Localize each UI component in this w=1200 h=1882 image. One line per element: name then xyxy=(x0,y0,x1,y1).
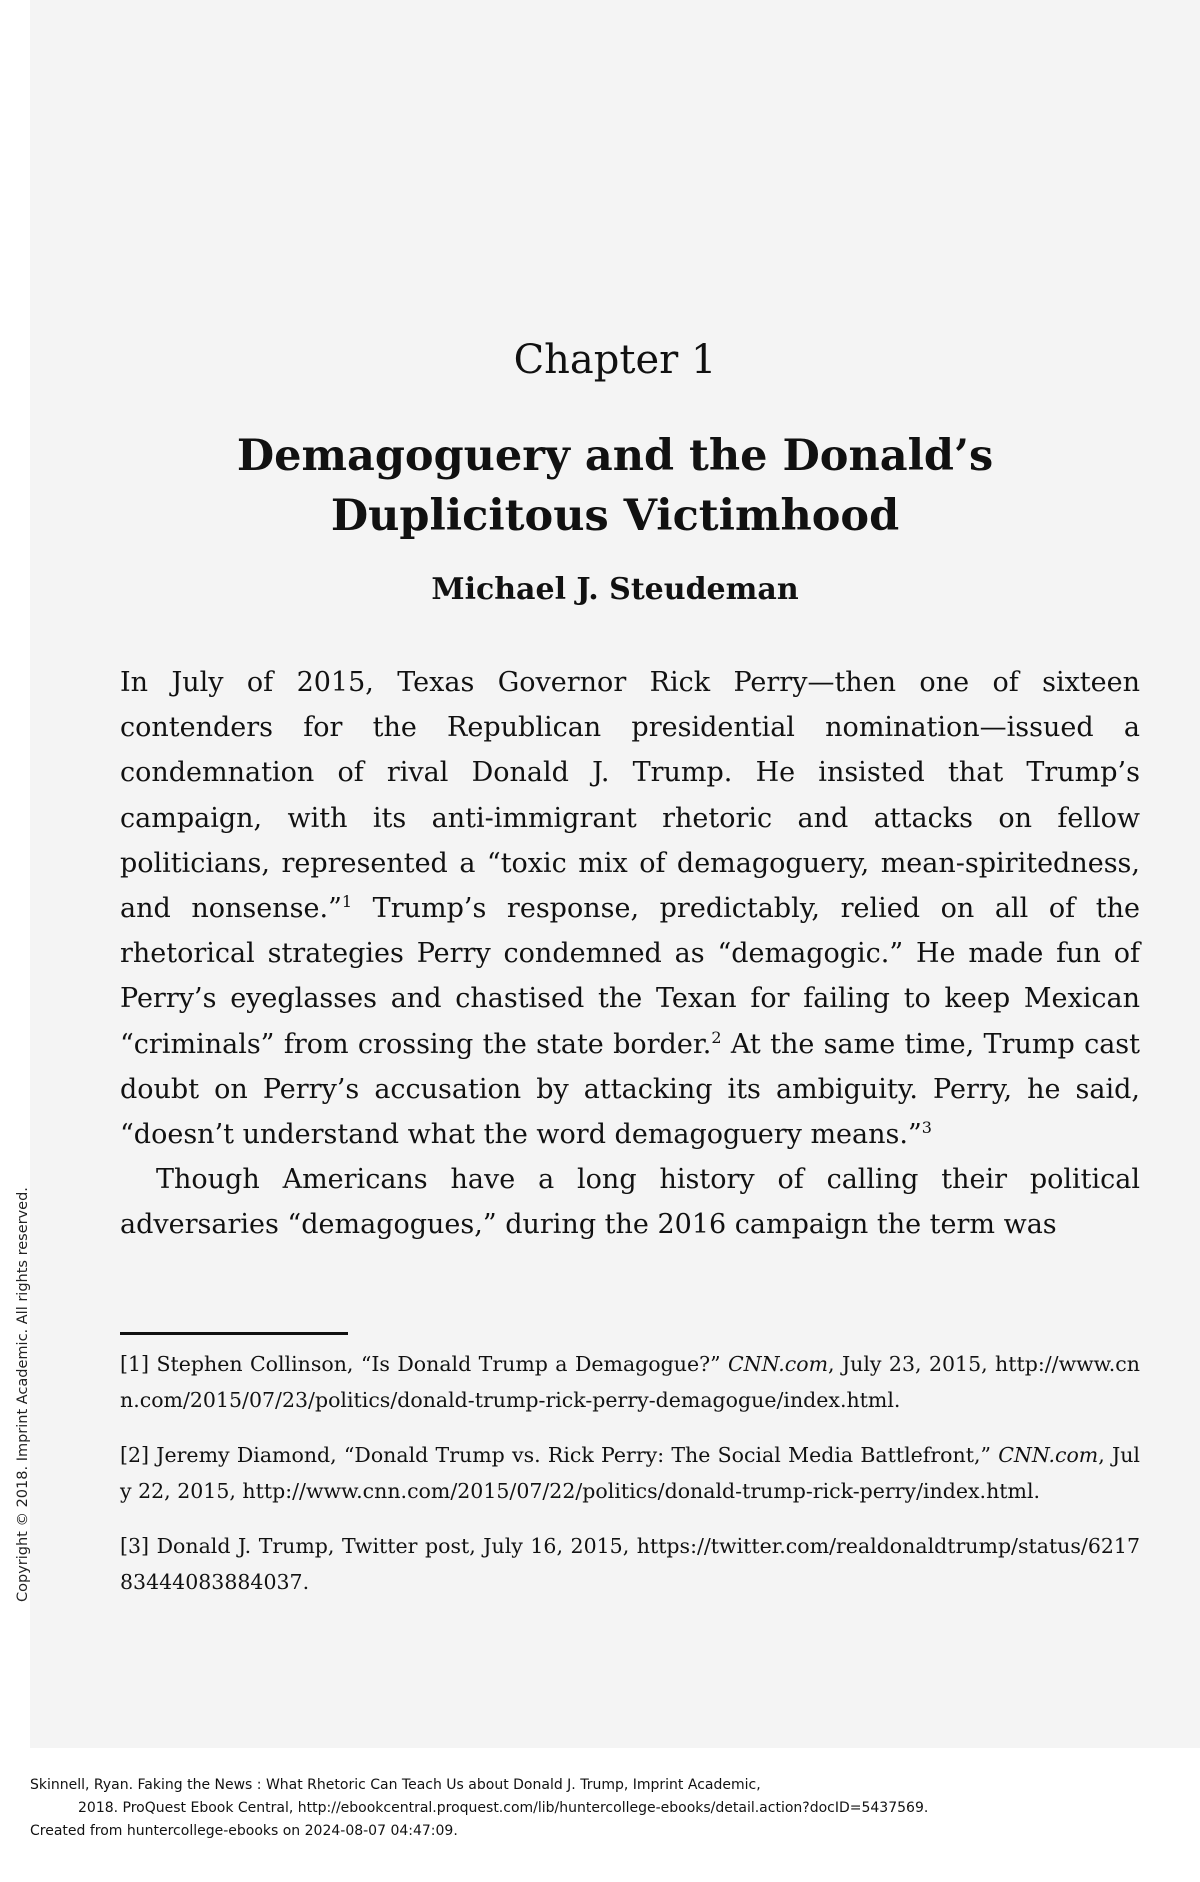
footnote-2-source: CNN.com xyxy=(998,1443,1099,1467)
footnote-ref-2[interactable]: 2 xyxy=(711,1027,722,1047)
author-name: Michael J. Steudeman xyxy=(431,572,799,607)
book-page xyxy=(30,0,1200,1748)
paragraph-1-part-c: At the same time, Trump cast doubt on Perry’s accusation by attacking its ambiguity. Perry, he said, “doesn’t understand what the word demagoguery means.” xyxy=(120,1028,1141,1151)
paragraph-1-part-b: Trump’s response, predictably, relied on all of the rhetorical strategies Perry condemned as “demagogic.” He made fun of Perry’s eyeglasses and chastised the Texan for failing to keep Mexican “criminals” from crossing the state border. xyxy=(120,893,1140,1060)
copyright-notice: Copyright © 2018. Imprint Academic. All rights reserved. xyxy=(15,1187,31,1602)
footer-line-1: Skinnell, Ryan. Faking the News : What Rhetoric Can Teach Us about Donald J. Trump, Imprint Academic, xyxy=(30,1777,761,1793)
footer-line-3: Created from huntercollege-ebooks on 2024-08-07 04:47:09. xyxy=(30,1823,458,1839)
footnote-ref-3[interactable]: 3 xyxy=(921,1118,932,1138)
paragraph-1 xyxy=(120,660,1140,1157)
paragraph-1-part-a: In July of 2015, Texas Governor Rick Perry—then one of sixteen contenders for the Republican presidential nomination—issued a condemnation of rival Donald J. Trump. He insisted that Trump’s campaign, with its anti-immigrant rhetoric and attacks on fellow politicians, represented a “toxic mix of demagoguery, mean-spiritedness, and nonsense.” xyxy=(120,667,1140,925)
footnote-divider xyxy=(120,1332,348,1335)
footnote-2-part-b[interactable]: , July 22, 2015, http://www.cnn.com/2015/07/22/politics/donald-trump-rick-perry/index.html. xyxy=(120,1443,1140,1503)
footnote-3[interactable]: [3] Donald J. Trump, Twitter post, July 16, 2015, https://twitter.com/realdonaldtrump/status/621783444083884037. xyxy=(120,1534,1140,1594)
footnote-1-source: CNN.com xyxy=(727,1352,829,1376)
chapter-title-line-1: Demagoguery and the Donald’s xyxy=(236,431,994,481)
footer-line-2[interactable]: 2018. ProQuest Ebook Central, http://ebookcentral.proquest.com/lib/huntercollege-ebooks/detail.action?docID=5437569. xyxy=(78,1800,929,1816)
citation-footer xyxy=(30,1774,1180,1843)
body-text xyxy=(120,660,1140,1248)
chapter-label: Chapter 1 xyxy=(513,337,717,383)
footnote-1-part-b[interactable]: , July 23, 2015, http://www.cnn.com/2015/07/23/politics/donald-trump-rick-perry-demagogue/index.html. xyxy=(120,1352,1140,1412)
paragraph-2: Though Americans have a long history of calling their political adversaries “demagogues,” during the 2016 campaign the term was xyxy=(120,1164,1140,1241)
chapter-title xyxy=(30,426,1200,546)
footnote-2 xyxy=(120,1437,1140,1509)
chapter-title-line-2: Duplicitous Victimhood xyxy=(330,491,900,541)
footnote-2-part-a: [2] Jeremy Diamond, “Donald Trump vs. Rick Perry: The Social Media Battlefront,” xyxy=(120,1443,999,1467)
footnote-1-part-a: [1] Stephen Collinson, “Is Donald Trump a Demagogue?” xyxy=(120,1352,728,1376)
footnotes xyxy=(120,1346,1140,1619)
footnote-ref-1[interactable]: 1 xyxy=(341,892,353,912)
footnote-1 xyxy=(120,1346,1140,1418)
